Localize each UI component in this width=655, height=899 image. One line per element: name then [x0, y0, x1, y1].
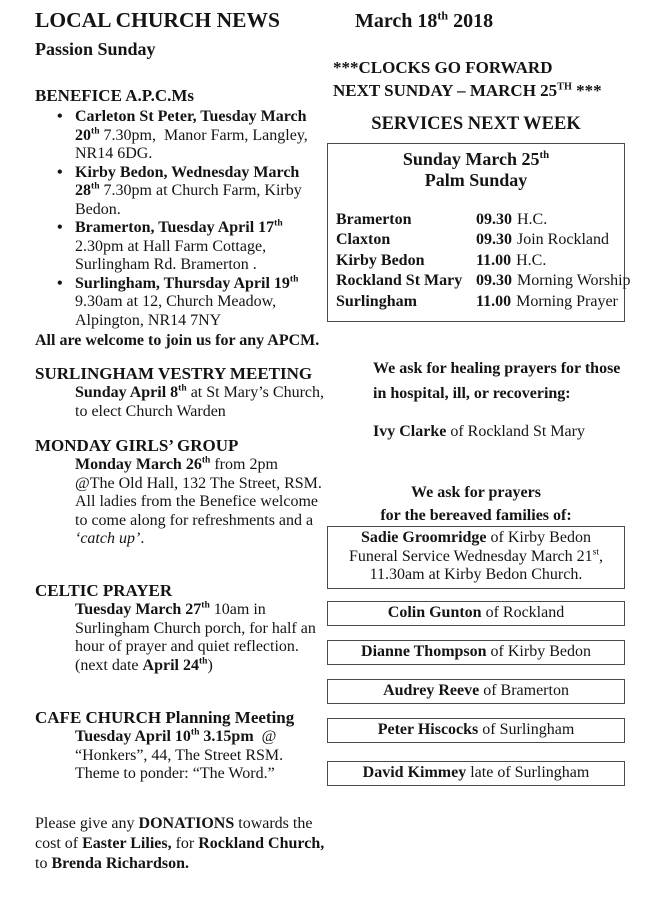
church-name: Claxton: [336, 231, 391, 249]
services-table-row: [328, 251, 624, 271]
bullet-item-bramerton: [57, 219, 327, 275]
service-description: H.C.: [517, 211, 548, 228]
service-description: Morning Worship: [517, 272, 631, 290]
cafe-church-body-text: Tuesday April 10th 3.15pm @ “Honkers”, 44, The Street RSM. Theme to ponder: “The Word.”: [75, 726, 284, 782]
issue-date: March 18th 2018: [355, 8, 494, 32]
service-time: 11.00: [476, 251, 512, 269]
bullet-text: Carleton St Peter, Tuesday March 20th 7.30pm, Manor Farm, Langley, NR14 6DG.: [75, 108, 308, 162]
bullet-icon: •: [57, 274, 63, 292]
church-name: Rockland St Mary: [336, 272, 463, 290]
section-heading-vestry: SURLINGHAM VESTRY MEETING: [35, 364, 313, 383]
church-name: Surlingham: [336, 292, 417, 310]
benefice-footer-note: All are welcome to join us for any APCM.: [35, 332, 320, 349]
vestry-body-text: Sunday April 8th at St Mary’s Church, to elect Church Warden: [75, 382, 325, 420]
services-table-row: [328, 271, 631, 291]
spacer: [328, 191, 624, 210]
services-box-subtitle: Palm Sunday: [424, 170, 528, 190]
bullet-icon: •: [57, 219, 63, 236]
bullet-icon: •: [57, 108, 63, 125]
service-description: H.C.: [516, 251, 547, 269]
bullet-item-surlingham: [57, 275, 327, 331]
bullet-icon: •: [57, 163, 63, 181]
section-girls-group: [35, 436, 327, 549]
church-name: Bramerton: [336, 211, 412, 228]
newsletter-subtitle: Passion Sunday: [35, 39, 156, 59]
services-heading: SERVICES NEXT WEEK: [371, 114, 581, 134]
service-description: Join Rockland: [517, 231, 609, 249]
section-celtic-prayer: [35, 581, 327, 675]
church-name: Kirby Bedon: [336, 251, 425, 269]
section-heading-cafe-church: CAFE CHURCH Planning Meeting: [35, 708, 295, 727]
donations-notice: Please give any DONATIONS towards the cost of Easter Lilies, for Rockland Church, to Brenda Richardson.: [35, 815, 325, 872]
funeral-notice-box: Sadie Groomridge of Kirby Bedon Funeral Service Wednesday March 21st, 11.30am at Kirby Bedon Church.: [327, 526, 625, 589]
service-time: 09.30: [476, 211, 512, 228]
healing-prayers-intro: We ask for healing prayers for those in hospital, ill, or recovering:: [373, 360, 621, 402]
service-time: 09.30: [476, 272, 512, 290]
bullet-text: Bramerton, Tuesday April 17th 2.30pm at Hall Farm Cottage, Surlingham Rd. Bramerton .: [75, 217, 283, 273]
bereaved-name-box: Audrey Reeve of Bramerton: [327, 679, 625, 704]
bullet-item-carleton: [57, 108, 327, 164]
bereaved-name-box: Peter Hiscocks of Surlingham: [327, 718, 625, 743]
celtic-prayer-body-text: Tuesday March 27th 10am in Surlingham Church porch, for half an hour of prayer and quiet reflection. (next date April 24th): [75, 599, 316, 674]
services-table-row: [328, 230, 624, 250]
services-table-row: [328, 210, 624, 230]
service-time: 09.30: [476, 231, 512, 249]
bullet-item-kirby-bedon: [57, 164, 327, 220]
healing-prayers-block: [373, 356, 620, 442]
bullet-text: Kirby Bedon, Wednesday March 28th 7.30pm at Church Farm, Kirby Bedon.: [75, 163, 302, 218]
bereaved-name-box: David Kimmey late of Surlingham: [327, 761, 625, 786]
section-heading-benefice: BENEFICE A.P.C.Ms: [35, 86, 195, 105]
section-heading-celtic-prayer: CELTIC PRAYER: [35, 581, 173, 600]
bereaved-name-box: Dianne Thompson of Kirby Bedon: [327, 640, 625, 665]
section-cafe-church: [35, 708, 327, 784]
bereaved-name-box: Colin Gunton of Rockland: [327, 601, 625, 626]
bullet-text: Surlingham, Thursday April 19th 9.30am at 12, Church Meadow, Alpington, NR14 7NY: [75, 273, 299, 329]
girls-group-body-text: Monday March 26th from 2pm @The Old Hall, 132 The Street, RSM. All ladies from the Benefice welcome to come along for refreshments and a ‘catch up’.: [75, 454, 322, 547]
section-benefice-apcms: [35, 86, 327, 351]
healing-prayers-person: Ivy Clarke of Rockland St Mary: [373, 423, 585, 440]
section-vestry-meeting: [35, 364, 327, 421]
services-box-date: Sunday March 25th: [402, 149, 550, 169]
service-description: Morning Prayer: [516, 292, 618, 310]
clocks-forward-notice: ***CLOCKS GO FORWARD NEXT SUNDAY – MARCH 25TH ***: [333, 58, 602, 100]
newsletter-title: LOCAL CHURCH NEWS: [35, 8, 280, 32]
services-table-row: [328, 292, 624, 312]
service-time: 11.00: [476, 292, 512, 310]
bereaved-prayers-intro: We ask for prayers for the bereaved families of:: [380, 484, 572, 524]
section-heading-girls-group: MONDAY GIRLS’ GROUP: [35, 436, 239, 455]
services-table-box: [327, 143, 631, 322]
benefice-bullet-list: [57, 108, 327, 330]
